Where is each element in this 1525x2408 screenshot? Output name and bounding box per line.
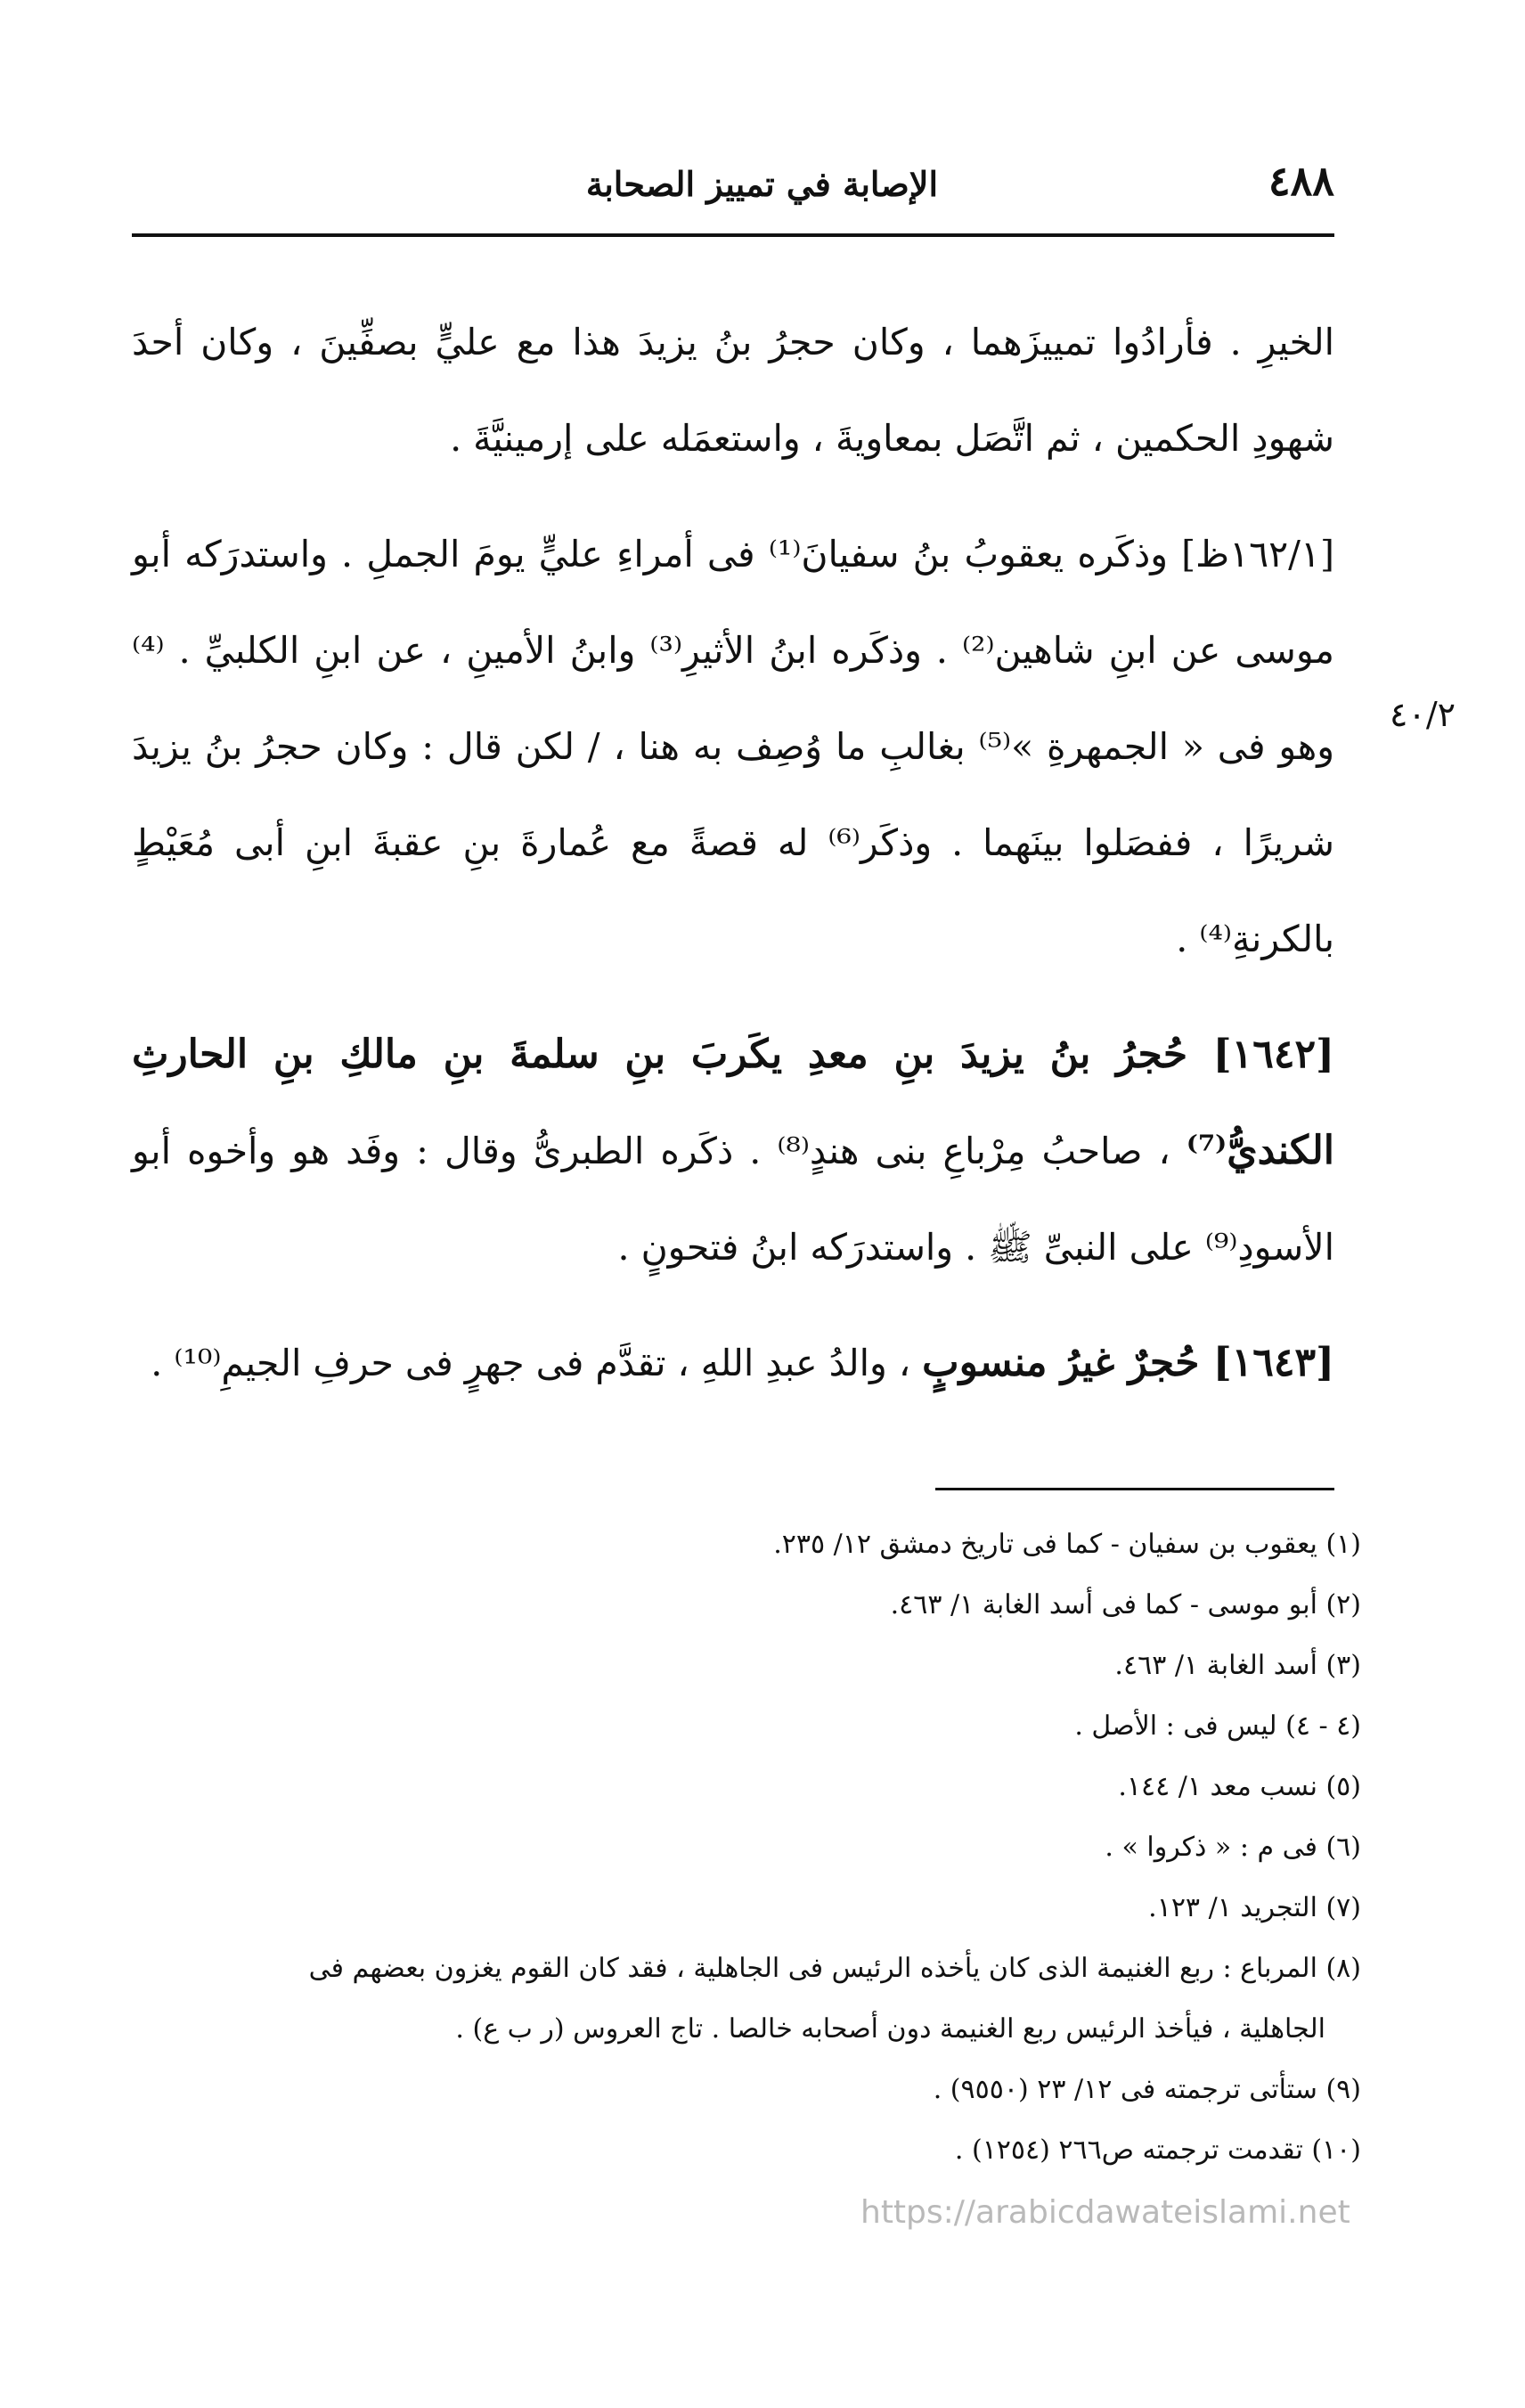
paragraph-2: [١٦٢/١ظ] وذكَره يعقوبُ بنُ سفيانَ⁽¹⁾ فى أمراءِ عليٍّ يومَ الجملِ . واستدرَكه أبو موسى عن ابنِ شاهين⁽²⁾ . وذكَره ابنُ الأثيرِ⁽³⁾ وابنُ الأمينِ ، عن ابنِ الكلبيِّ . ⁽⁴⁾وهو فى « الجمهرةِ »⁽⁵⁾ بغالبِ ما وُصِف به هنا ، / لكن قال : وكان حجرُ بنُ يزيدَ شريرًا ، ففصَلوا بينَهما . وذكَر⁽⁶⁾ له قصةً مع عُمارةَ بنِ عقبةَ ابنِ أبى مُعَيْطٍ بالكرنةِ⁽⁴⁾ . bbox=[132, 533, 1335, 960]
watermark-url: https://arabicdawateislami.net bbox=[860, 2194, 1350, 2231]
entry-1642 bbox=[132, 1007, 1334, 1295]
footnote-9: (٩) ستأتى ترجمته فى ١٢/ ٢٣ (٩٥٥٠) . bbox=[933, 2074, 1361, 2105]
entry-1643-heading: [١٦٤٣] حُجرٌ غيرُ منسوبٍ bbox=[922, 1340, 1334, 1385]
footnote-4: (٤ - ٤) ليس فى : الأصل . bbox=[1074, 1710, 1361, 1742]
entry-1642-heading: [١٦٤٢] حُجرُ بنُ يزيدَ بنِ معدِ يكَربَ بنِ سلمةَ بنِ مالكِ بنِ الحارثِ الكنديُّ⁽⁷⁾ bbox=[132, 1032, 1334, 1173]
book-title: الإصابة في تمييز الصحابة bbox=[585, 164, 938, 204]
footnote-8: (٨) المرباع : ربع الغنيمة الذى كان يأخذه الرئيس فى الجاهلية ، فقد كان القوم يغزون بعضهم فى bbox=[308, 1953, 1361, 1984]
entry-1643 bbox=[132, 1315, 1334, 1411]
entry-1643-text: ، والدُ عبدِ اللهِ ، تقدَّم فى جهرٍ فى حرفِ الجيمِ⁽¹⁰⁾ . bbox=[151, 1342, 911, 1384]
footnotes bbox=[132, 1514, 1361, 2181]
footnote-rule bbox=[935, 1488, 1334, 1490]
footnote-7: (٧) التجريد ١/ ١٢٣. bbox=[1148, 1892, 1361, 1923]
entry-1642-text: ، صاحبُ مِرْباعِ بنى هندٍ⁽⁸⁾ . ذكَره الطبرىُّ وقال : وفَد هو وأخوه أبو الأسودِ⁽⁹⁾ على النبىِّ ﷺ . واستدرَكه ابنُ فتحونٍ . bbox=[132, 1130, 1334, 1269]
main-text bbox=[132, 294, 1334, 1431]
running-header bbox=[132, 151, 1334, 216]
footnote-1: (١) يعقوب بن سفيان - كما فى تاريخ دمشق ١٢/ ٢٣٥. bbox=[773, 1529, 1361, 1560]
footnote-10: (١٠) تقدمت ترجمته ص٢٦٦ (١٢٥٤) . bbox=[954, 2135, 1361, 2166]
margin-reference: ٤٠/٢ bbox=[1390, 695, 1456, 734]
footnote-3: (٣) أسد الغابة ١/ ٤٦٣. bbox=[1114, 1650, 1361, 1681]
page-number: ٤٨٨ bbox=[1268, 157, 1334, 205]
footnote-2: (٢) أبو موسى - كما فى أسد الغابة ١/ ٤٦٣. bbox=[890, 1589, 1361, 1620]
footnote-5: (٥) نسب معد ١/ ١٤٤. bbox=[1118, 1771, 1361, 1802]
footnote-6: (٦) فى م : « ذكروا » . bbox=[1105, 1832, 1361, 1863]
paragraph-1: الخيرِ . فأرادُوا تمييزَهما ، وكان حجرُ بنُ يزيدَ هذا مع عليٍّ بصفِّينَ ، وكان أحدَ شهودِ الحكمين ، ثم اتَّصَل بمعاويةَ ، واستعمَله على إرمينيَّةَ . bbox=[132, 321, 1334, 460]
header-rule bbox=[132, 233, 1334, 237]
footnote-8-continued: الجاهلية ، فيأخذ الرئيس ربع الغنيمة دون أصحابه خالصا . تاج العروس (ر ب ع) . bbox=[455, 2013, 1325, 2045]
